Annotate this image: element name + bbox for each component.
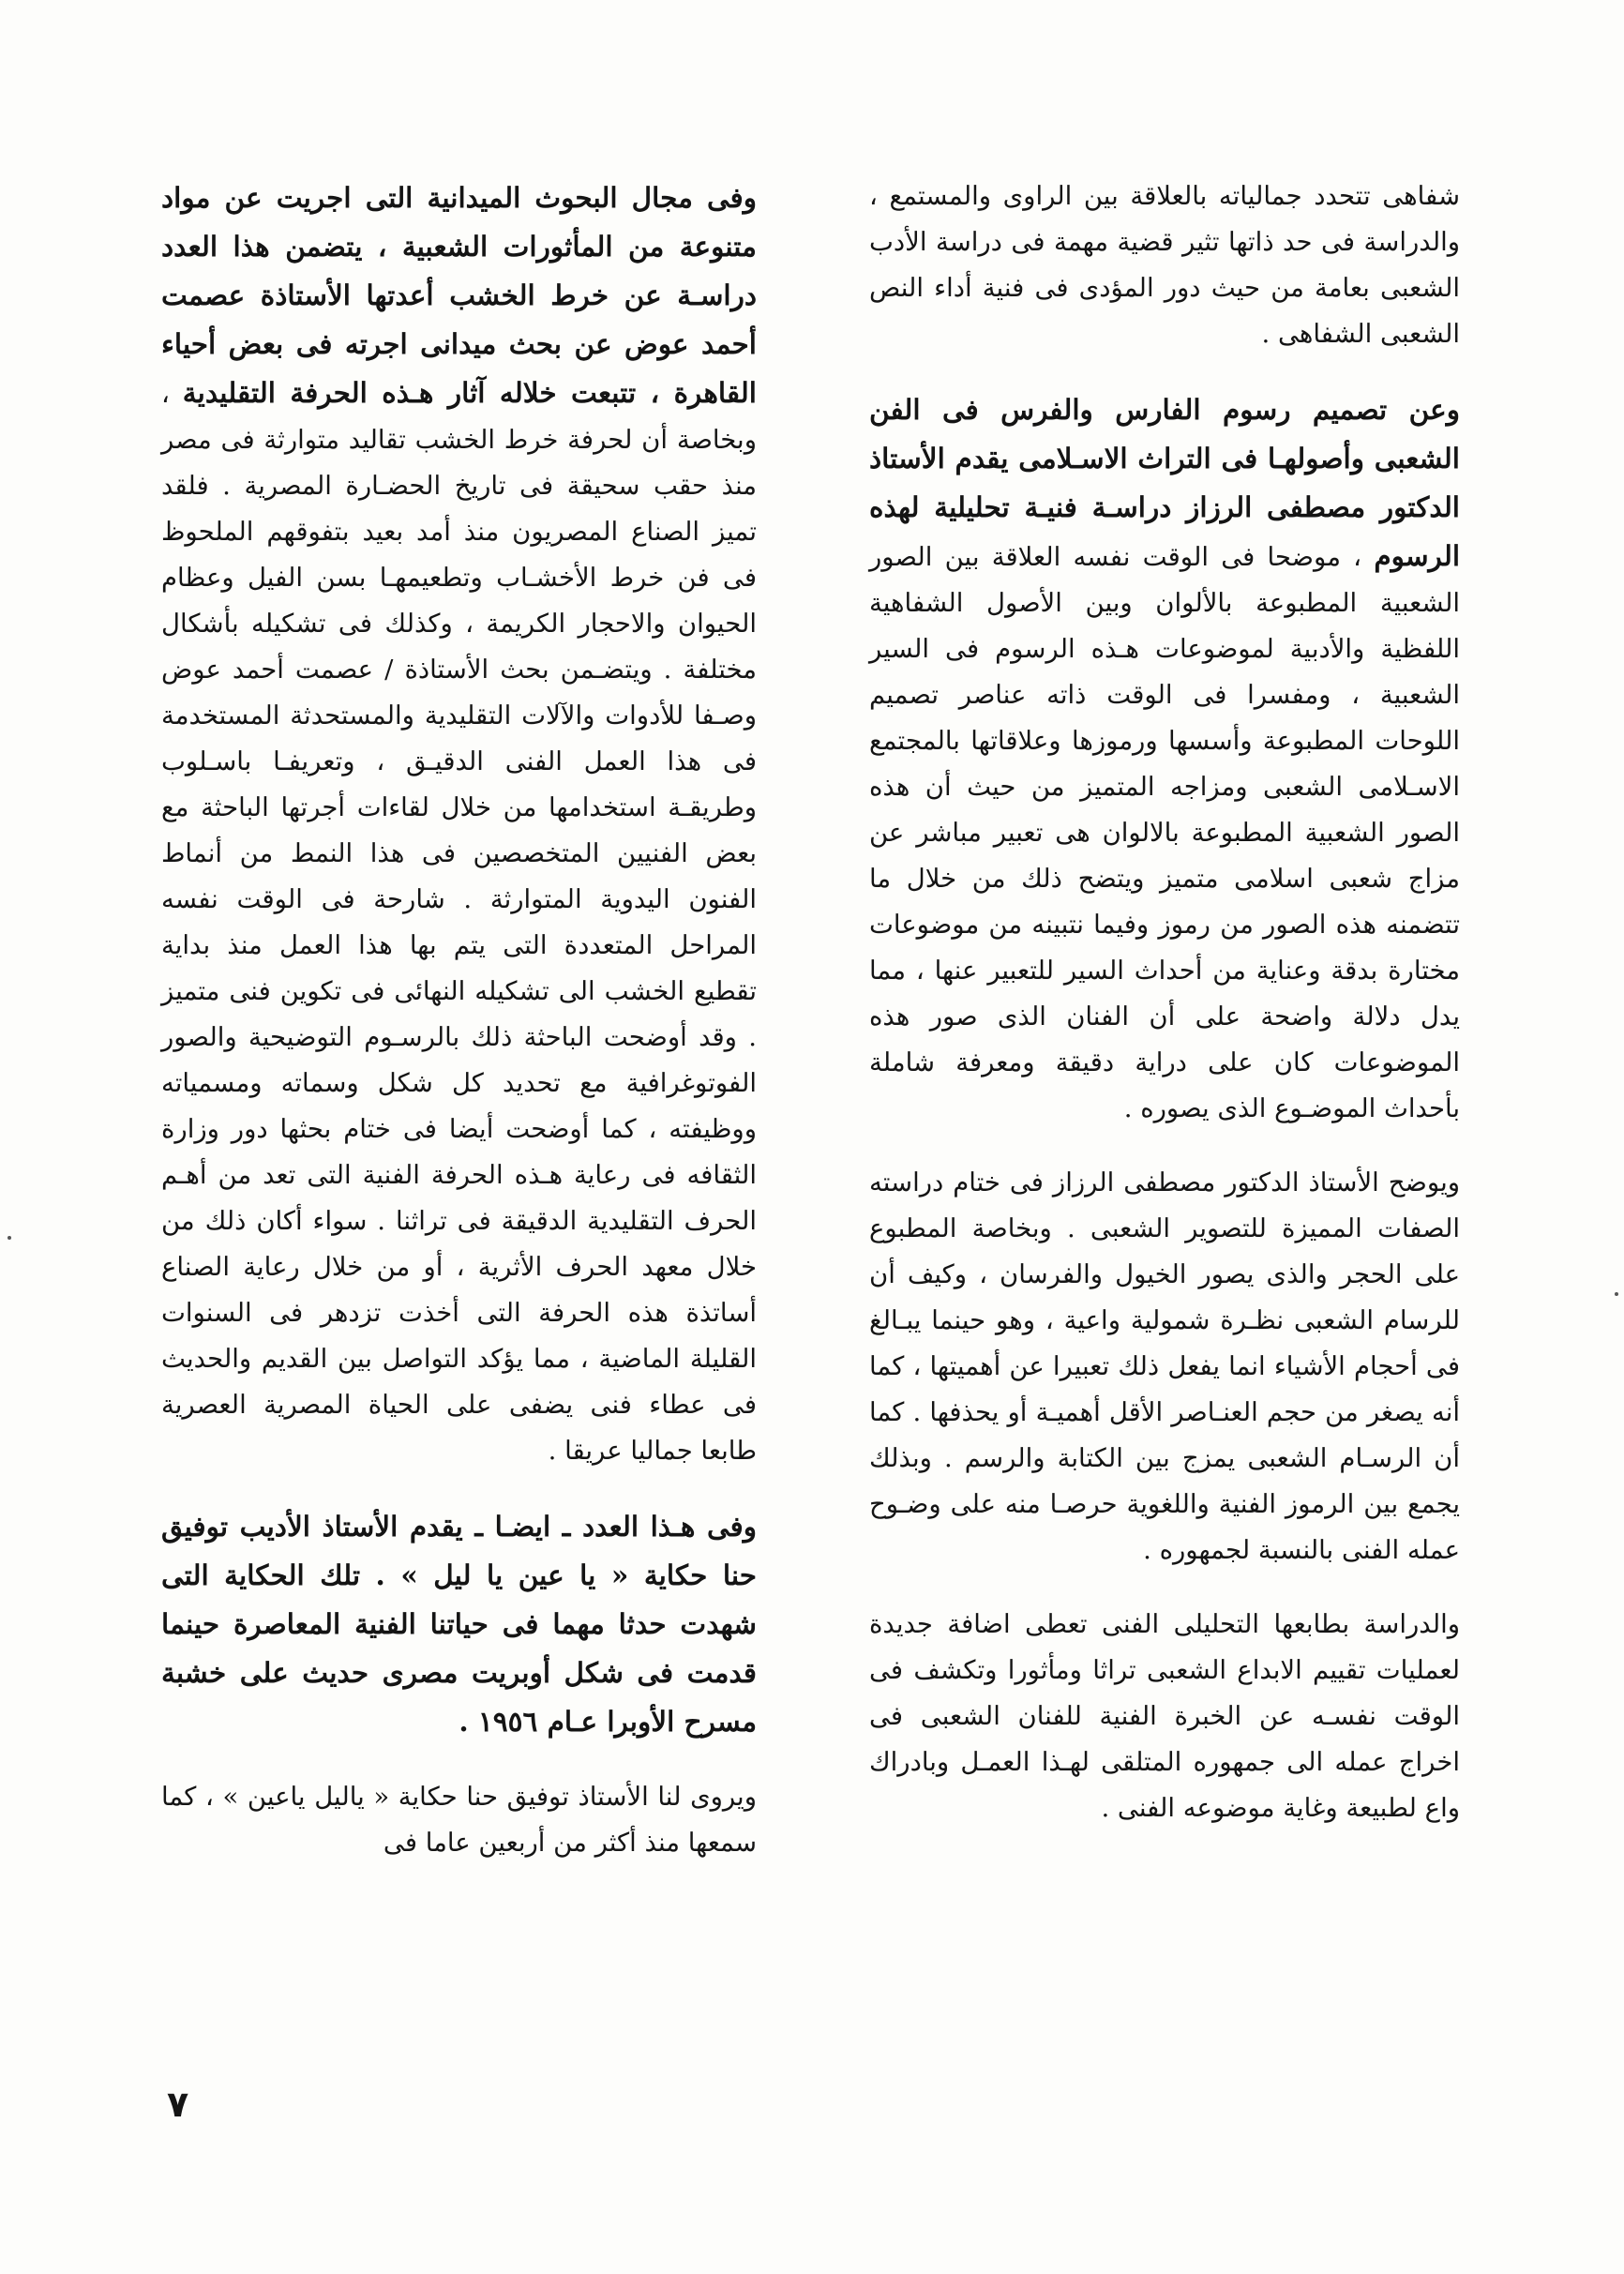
scan-speck <box>1615 1292 1618 1296</box>
paragraph: ويروى لنا الأستاذ توفيق حنا حكاية « ياليل ياعين » ، كما سمعها منذ أكثر من أربعين عاما فى <box>161 1782 757 1858</box>
paragraph: والدراسة بطابعها التحليلى الفنى تعطى اضافة جديدة لعمليات تقييم الابداع الشعبى تراثا ومأثورا وتكشف فى الوقت نفسـه عن الخبرة الفنية للفنان الشعبى فى اخراج عمله الى جمهوره المتلقى لهـذا العمـل وبادراك واع لطبيعة وغاية موضوعه الفنى . <box>869 1609 1460 1823</box>
scan-speck <box>8 1236 11 1240</box>
page-number: ٧ <box>167 2084 189 2125</box>
bold-lead-text: وعن تصميم رسوم الفارس والفرس فى الفن الشعبى وأصولهـا فى التراث الاسـلامى يقدم الأستاذ الدكتور مصطفى الرزاز دراسـة فنيـة تحليلية لهذه الرسوم <box>869 393 1461 572</box>
paragraph: شفاهى تتحدد جمالياته بالعلاقة بين الراوى والمستمع ، والدراسة فى حد ذاتها تثير قضية مهمة فى دراسة الأدب الشعبى بعامة من حيث دور المؤدى فى فنية أداء النص الشعبى الشفاهى . <box>869 181 1460 349</box>
paragraph: ويوضح الأستاذ الدكتور مصطفى الرزاز فى ختام دراسته الصفات المميزة للتصوير الشعبى . وبخاصة المطبوع على الحجر والذى يصور الخيول والفرسان ، وكيف أن للرسام الشعبى نظـرة شمولية واعية ، وهو حينما يبـالغ فى أحجام الأشياء انما يفعل ذلك تعبيرا عن أهميتها ، كما أنه يصغر من حجم العنـاصر الأقل أهميـة أو يحذفها . كما أن الرسـام الشعبى يمزج بين الكتابة والرسم . وبذلك يجمع بين الرموز الفنية واللغوية حرصـا منه على وضـوح عمله الفنى بالنسبة لجمهوره . <box>869 1167 1460 1565</box>
paragraph-continuation: ، وبخاصة أن لحرفة خرط الخشب تقاليد متوارثة فى مصر منذ حقب سحيقة فى تاريخ الحضـارة المصرية . فلقد تميز الصناع المصريون منذ أمد بعيد بتفوقهم الملحوظ فى فن خرط الأخشـاب وتطعيمهـا بسن الفيل وعظام الحيوان والاحجار الكريمة ، وكذلك فى تشكيله بأشكال مختلفة . ويتضـمن بحث الأستاذة / عصمت أحمد عوض وصـفا للأدوات والآلات التقليدية والمستحدثة المستخدمة فى هذا العمل الفنى الدقيـق ، وتعريفـا باسـلوب وطريقـة استخدامها من خلال لقاءات أجرتها الباحثة مع بعض الفنيين المتخصصين فى هذا النمط من أنماط الفنون اليدوية المتوارثة . شارحة فى الوقت نفسه المراحل المتعددة التى يتم بها هذا العمل منذ بداية تقطيع الخشب الى تشكيله النهائى فى تكوين فنى متميز . وقد أوضحت الباحثة ذلك بالرسـوم التوضيحية والصور الفوتوغرافية مع تحديد كل شكل وسماته ومسمياته ووظيفته ، كما أوضحت أيضا فى ختام بحثها دور وزارة الثقافه فى رعاية هـذه الحرفة الفنية التى تعد من أهـم الحرف التقليدية الدقيقة فى تراثنا . سواء أكان ذلك من خلال معهد الحرف الأثرية ، أو من خلال رعاية الصناع أساتذة هذه الحرفة التى أخذت تزدهر فى السنوات القليلة الماضية ، مما يؤكد التواصل بين القديم والحديث فى عطاء فنى يضفى على الحياة المصرية العصرية طابعا جماليا عريقا . <box>161 379 757 1466</box>
bold-lead-text: وفى مجال البحوث الميدانية التى اجريت عن مواد متنوعة من المأثورات الشعبية ، يتضمن هذا العدد دراسـة عن خرط الخشب أعدتها الأستاذة عصمت أحمد عوض عن بحث ميدانى اجرته فى بعض أحياء القاهرة ، تتبعت خلاله آثار هـذه الحرفة التقليدية <box>161 181 757 409</box>
right-column <box>869 173 1460 1831</box>
paragraph <box>161 173 757 1474</box>
paragraph-continuation: ، موضحا فى الوقت نفسه العلاقة بين الصور الشعبية المطبوعة بالألوان وبين الأصول الشفاهية اللفظية والأدبية لموضوعات هـذه الرسوم فى السير الشعبية ، ومفسرا فى الوقت ذاته عناصر تصميم اللوحات المطبوعة وأسسها ورموزها وعلاقاتها بالمجتمع الاسـلامى الشعبى ومزاجه المتميز من حيث أن هذه الصور الشعبية المطبوعة بالالوان هى تعبير مباشر عن مزاج شعبى اسلامى متميز ويتضح ذلك من خلال ما تتضمنه هذه الصور من رموز وفيما نتبينه من موضوعات مختارة بدقة وعناية من أحداث السير للتعبير عنها ، مما يدل دلالة واضحة على أن الفنان الذى صور هذه الموضوعات كان على دراية دقيقة ومعرفة شاملة بأحداث الموضـوع الذى يصوره . <box>869 542 1460 1123</box>
left-column <box>161 173 757 1866</box>
paragraph <box>869 385 1460 1132</box>
paragraph-bold: وفى هـذا العدد ـ ايضـا ـ يقدم الأستاذ الأديب توفيق حنا حكاية « يا عين يا ليل » . تلك الحكاية التى شهدت حدثا مهما فى حياتنا الفنية المعاصرة حينما قدمت فى شكل أوبريت مصرى حديث على خشبة مسرح الأوبرا عـام ١٩٥٦ . <box>161 1510 757 1738</box>
